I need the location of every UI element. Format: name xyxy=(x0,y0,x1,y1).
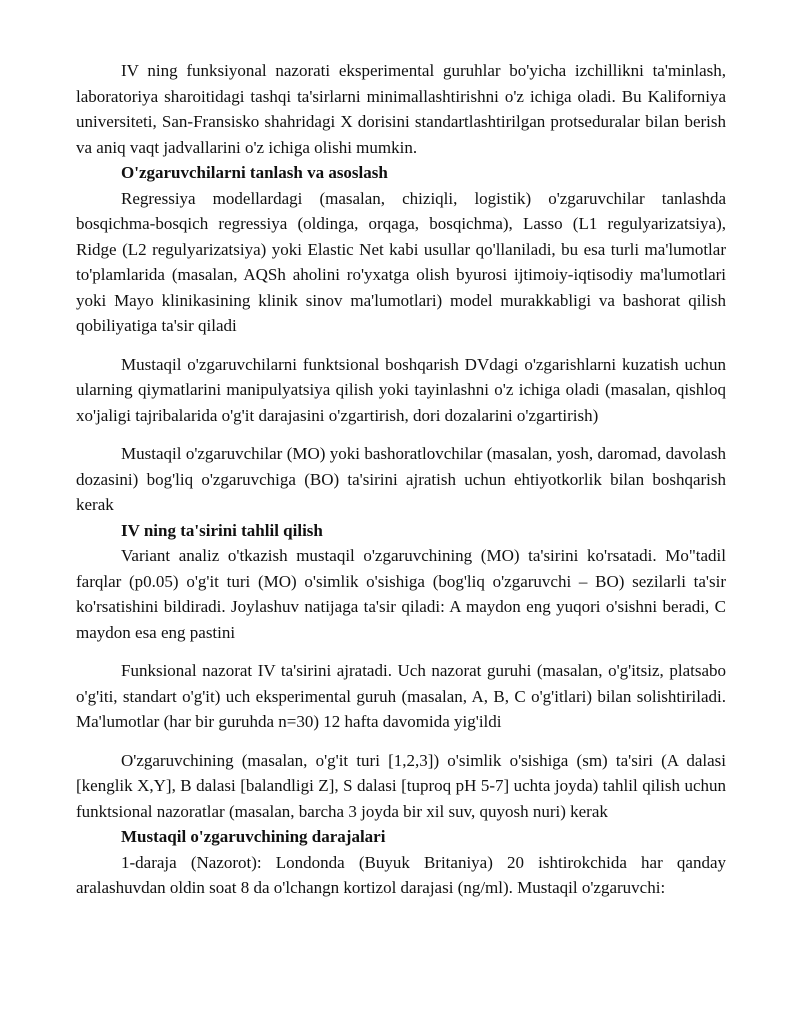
paragraph: Variant analiz o'tkazish mustaqil o'zgaruvchining (MO) ta'sirini ko'rsatadi. Mo"tadil farqlar (p0.05) o'g'it turi (MO) o'simlik o'sishiga (bog'liq o'zgaruvchi – BO) sezilarli ta'sir ko'rsatishini bildiradi. Joylashuv natijaga ta'sir qiladi: A maydon eng yuqori o'sishni beradi, C maydon esa eng pastini xyxy=(76,546,726,642)
paragraph: Regressiya modellardagi (masalan, chiziqli, logistik) o'zgaruvchilar tanlashda bosqichma-bosqich regressiya (oldinga, orqaga, bosqichma), Lasso (L1 regulyarizatsiya), Ridge (L2 regulyarizatsiya) yoki Elastic Net kabi usullar qo'llaniladi, bu esa turli ma'lumotlar to'plamlarida (masalan, AQSh aholini ro'yxatga olish byurosi ijtimoiy-iqtisodiy ma'lumotlari yoki Mayo klinikasining klinik sinov ma'lumotlari) model murakkabligi va bashorat qilish qobiliyatiga ta'sir qiladi xyxy=(76,188,726,335)
section-heading: Mustaqil o'zgaruvchining darajalari xyxy=(121,827,386,846)
section-heading: O'zgaruvchilarni tanlash va asoslash xyxy=(121,163,388,182)
document-page xyxy=(76,58,726,901)
paragraph: O'zgaruvchining (masalan, o'g'it turi [1,2,3]) o'simlik o'sishiga (sm) ta'siri (A dalasi [kenglik X,Y], B dalasi [balandligi Z], S dalasi [tuproq pH 5-7] uchta joyda) tahlil qilish uchun funktsional nazoratlar (masalan, barcha 3 joyda bir xil suv, quyosh nuri) kerak xyxy=(76,750,726,821)
paragraph: Mustaqil o'zgaruvchilarni funktsional boshqarish DVdagi o'zgarishlarni kuzatish uchun ularning qiymatlarini manipulyatsiya qilish yoki tayinlashni o'z ichiga oladi (masalan, qishloq xo'jaligi tajribalarida o'g'it darajasini o'zgartirish, dori dozalarini o'zgartirish) xyxy=(76,354,726,425)
section-heading: IV ning ta'sirini tahlil qilish xyxy=(121,520,323,540)
paragraph: IV ning funksiyonal nazorati eksperimental guruhlar bo'yicha izchillikni ta'minlash, laboratoriya sharoitidagi tashqi ta'sirlarni minimallashtirishni o'z ichiga oladi. Bu Kaliforniya universiteti, San-Fransisko shahridagi X dorisini standartlashtirilgan protseduralar bilan berish va aniq vaqt jadvallarini o'z ichiga olishi mumkin. xyxy=(76,61,726,157)
paragraph: 1-daraja (Nazorot): Londonda (Buyuk Britaniya) 20 ishtirokchida har qanday aralashuvdan oldin soat 8 da o'lchangn kortizol darajasi (ng/ml). Mustaqil o'zgaruvchi: xyxy=(76,852,726,897)
paragraph: Funksional nazorat IV ta'sirini ajratadi. Uch nazorat guruhi (masalan, o'g'itsiz, platsabo o'g'iti, standart o'g'it) uch eksperimental guruh (masalan, A, B, C o'g'itlari) bilan solishtiriladi. Ma'lumotlar (har bir guruhda n=30) 12 hafta davomida yig'ildi xyxy=(76,661,726,731)
paragraph: Mustaqil o'zgaruvchilar (MO) yoki bashoratlovchilar (masalan, yosh, daromad, davolash dozasini) bog'liq o'zgaruvchiga (BO) ta'sirini ajratish uchun ehtiyotkorlik bilan boshqarish kerak xyxy=(76,444,726,514)
